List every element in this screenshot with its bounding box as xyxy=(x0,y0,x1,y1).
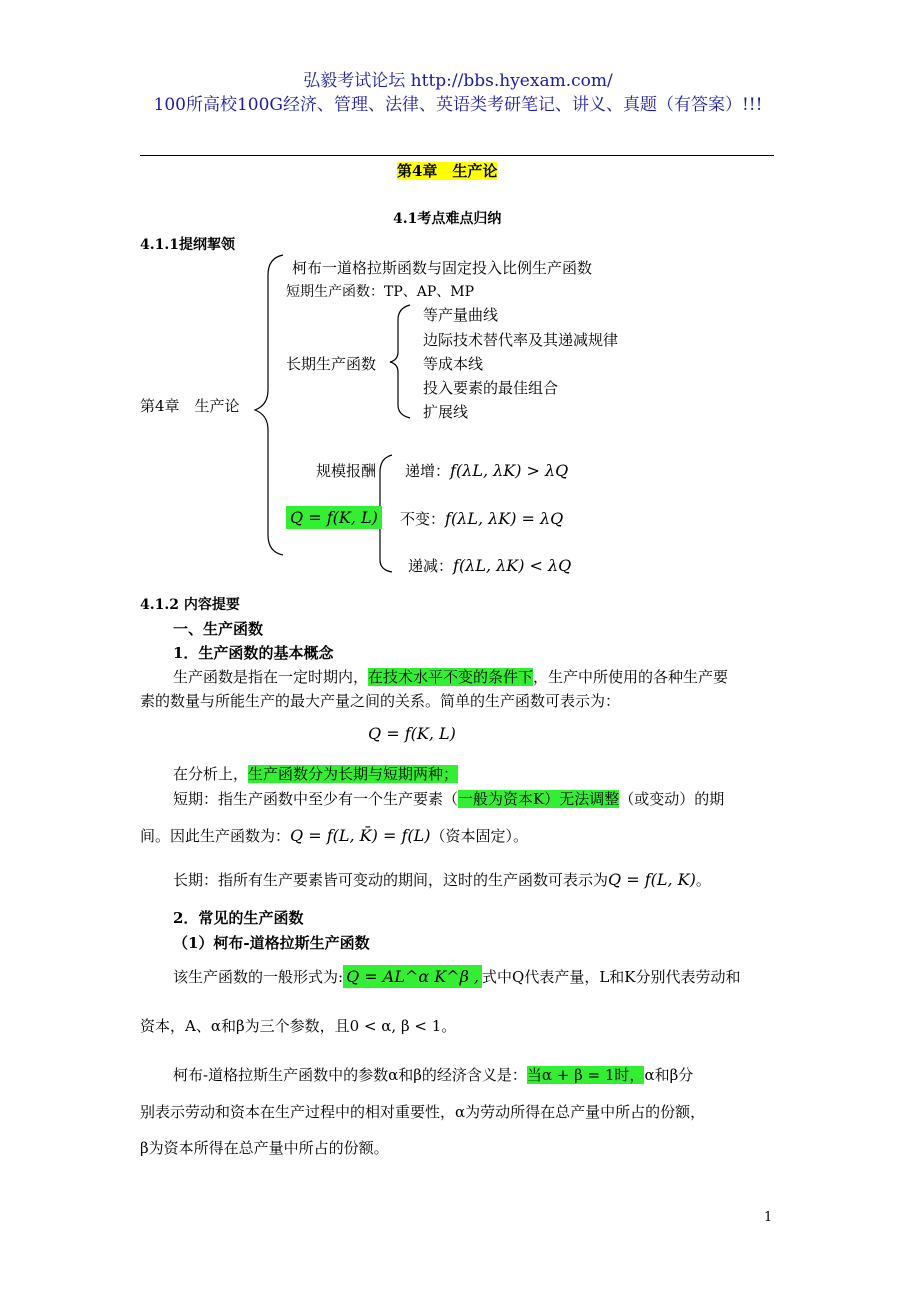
header-line2: 100所高校100G经济、管理、法律、英语类考研笔记、讲义、真题（有答案）!!! xyxy=(153,95,763,115)
paragraph-line: 在分析上，生产函数分为长期与短期两种； xyxy=(173,765,459,783)
outline-heading: 4.1.1提纲挈领 xyxy=(140,237,235,253)
formula: Q = f(K, L) xyxy=(368,724,456,743)
long-run-item: 扩展线 xyxy=(423,403,469,421)
chapter-title: 第4章 生产论 xyxy=(397,162,498,180)
page-number: 1 xyxy=(764,1210,773,1225)
paragraph-line: 间。因此生产函数为：Q = f(L, K̄) = f(L)（资本固定）。 xyxy=(140,826,528,845)
paragraph-line: 长期：指所有生产要素皆可变动的期间，这时的生产函数可表示为Q = f(L, K)。 xyxy=(173,870,711,889)
paragraph-line: 素的数量与所能生产的最大产量之间的关系。简单的生产函数可表示为： xyxy=(140,692,621,710)
main-brace xyxy=(255,255,283,555)
outline-item: 柯布一道格拉斯函数与固定投入比例生产函数 xyxy=(292,259,593,277)
long-run-brace xyxy=(390,305,410,418)
long-run-item: 等产量曲线 xyxy=(423,306,499,324)
paragraph-line: 别表示劳动和资本在生产过程中的相对重要性，α为劳动所得在总产量中所占的份额， xyxy=(140,1103,706,1121)
long-run-item: 边际技术替代率及其递减规律 xyxy=(423,331,619,349)
subheading: 2．常见的生产函数 xyxy=(173,909,304,927)
returns-label: 规模报酬 xyxy=(316,462,377,480)
section-title: 4.1考点难点归纳 xyxy=(393,211,502,227)
outline-item: 长期生产函数 xyxy=(286,355,377,373)
long-run-item: 投入要素的最佳组合 xyxy=(423,379,559,397)
outline-item: 短期生产函数：TP、AP、MP xyxy=(286,284,475,300)
returns-constant: 不变：f(λL, λK) = λQ xyxy=(400,509,564,528)
paragraph-line: β为资本所得在总产量中所占的份额。 xyxy=(140,1139,389,1157)
paragraph-line: 生产函数是指在一定时期内，在技术水平不变的条件下，生产中所使用的各种生产要 xyxy=(173,668,729,686)
header-line1: 弘毅考试论坛 http://bbs.hyexam.com/ xyxy=(303,71,613,91)
paragraph-line: 该生产函数的一般形式为: Q = AL^α K^β , 式中Q代表产量，L和K分别代表劳动和 xyxy=(173,967,741,986)
subheading: 一、生产函数 xyxy=(173,620,264,638)
paragraph-line: 资本，A、α和β为三个参数，且0 < α, β < 1。 xyxy=(140,1017,457,1035)
outline-root: 第4章 生产论 xyxy=(140,397,240,415)
production-function-formula: Q = f(K, L) xyxy=(286,506,382,529)
subheading: 1．生产函数的基本概念 xyxy=(173,644,334,662)
returns-increasing: 递增：f(λL, λK) > λQ xyxy=(405,461,569,480)
content-heading: 4.1.2 内容提要 xyxy=(140,597,240,613)
paragraph-line: 柯布-道格拉斯生产函数中的参数α和β的经济含义是：当α + β = 1时，α和β分 xyxy=(173,1066,694,1084)
long-run-item: 等成本线 xyxy=(423,355,484,373)
returns-decreasing: 递减：f(λL, λK) < λQ xyxy=(408,556,572,575)
paragraph-line: 短期：指生产函数中至少有一个生产要素（一般为资本K）无法调整（或变动）的期 xyxy=(173,790,725,808)
subheading: （1）柯布-道格拉斯生产函数 xyxy=(173,934,370,952)
